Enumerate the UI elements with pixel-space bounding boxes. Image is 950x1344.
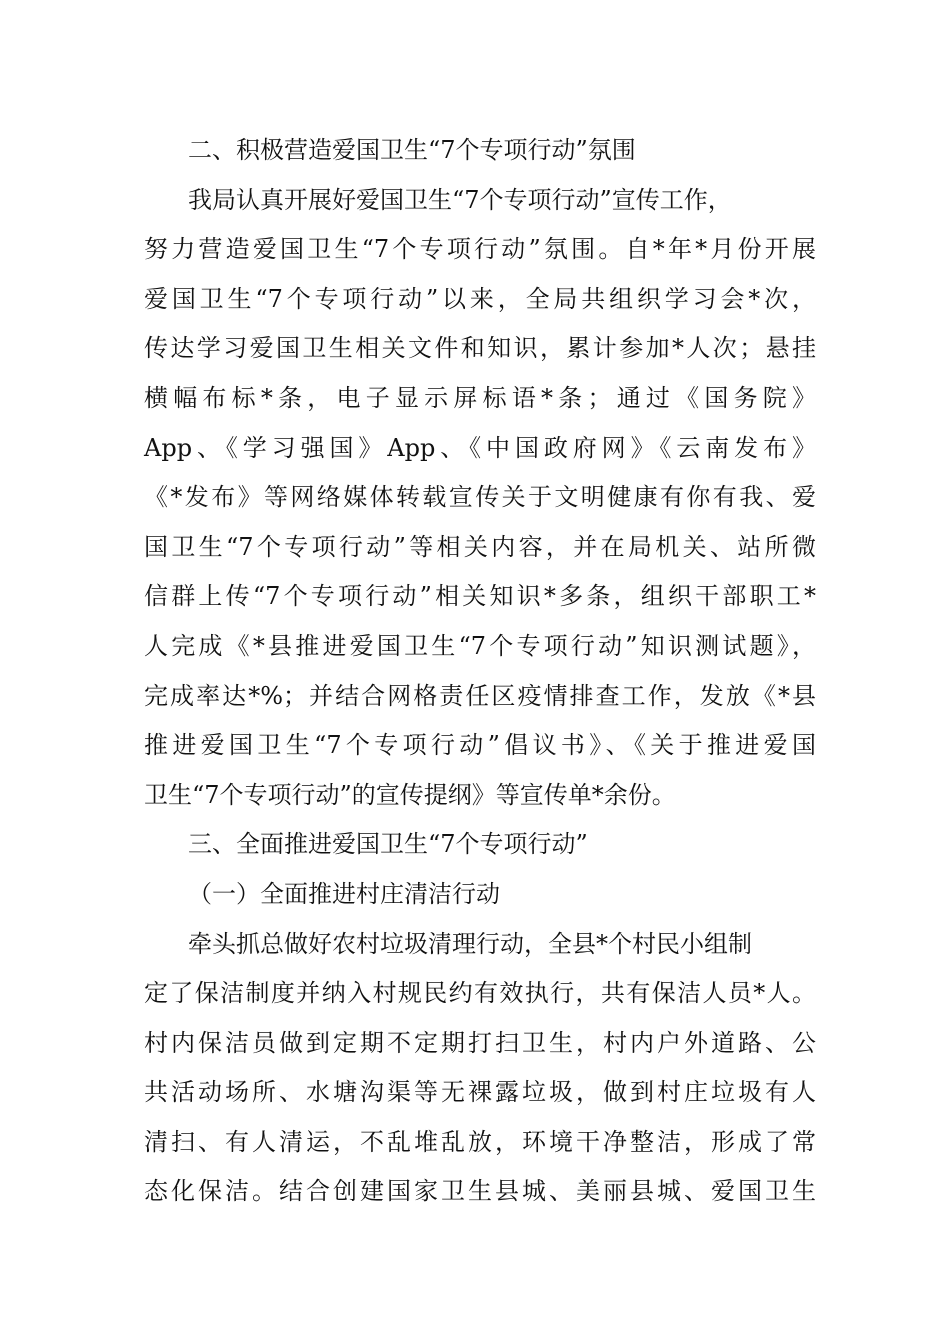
paragraph-line: 横幅布标*条，电子显示屏标语*条；通过《国务院》 [144, 383, 816, 412]
paragraph-line: 清扫、有人清运，不乱堆乱放，环境干净整洁，形成了常 [144, 1127, 816, 1156]
section-heading-2: 二、积极营造爱国卫生“7个专项行动”氛围 [188, 136, 636, 164]
paragraph-line: 爱国卫生“7个专项行动”以来，全局共组织学习会*次， [144, 284, 816, 313]
subsection-heading-1: （一）全面推进村庄清洁行动 [188, 879, 500, 908]
paragraph-line: App、《学习强国》App、《中国政府网》《云南发布》 [144, 433, 816, 462]
paragraph-line: 推进爱国卫生“7个专项行动”倡议书》、《关于推进爱国 [144, 731, 816, 760]
paragraph-line: 《*发布》等网络媒体转载宣传关于文明健康有你有我、爱 [144, 483, 816, 512]
section-heading-3: 三、全面推进爱国卫生“7个专项行动” [188, 830, 588, 859]
paragraph-line: 完成率达*%；并结合网格责任区疫情排查工作，发放《*县 [144, 681, 816, 710]
paragraph-line: 卫生“7个专项行动”的宣传提纲》等宣传单*余份。 [144, 780, 676, 809]
paragraph-line: 传达学习爱国卫生相关文件和知识，累计参加*人次；悬挂 [144, 334, 816, 363]
paragraph-line: 我局认真开展好爱国卫生“7个专项行动”宣传工作， [188, 185, 732, 214]
paragraph-line: 定了保洁制度并纳入村规民约有效执行，共有保洁人员*人。 [144, 979, 816, 1008]
document-body [144, 126, 816, 1217]
paragraph-line: 态化保洁。结合创建国家卫生县城、美丽县城、爱国卫生 [144, 1177, 816, 1206]
paragraph-line: 共活动场所、水塘沟渠等无裸露垃圾，做到村庄垃圾有人 [144, 1078, 816, 1107]
paragraph-line: 国卫生“7个专项行动”等相关内容，并在局机关、站所微 [144, 532, 816, 561]
paragraph-line: 牵头抓总做好农村垃圾清理行动，全县*个村民小组制 [188, 929, 752, 958]
paragraph-line: 信群上传“7个专项行动”相关知识*多条，组织干部职工* [144, 582, 816, 611]
paragraph-line: 人完成《*县推进爱国卫生“7个专项行动”知识测试题》， [144, 631, 816, 660]
paragraph-line: 努力营造爱国卫生“7个专项行动”氛围。自*年*月份开展 [144, 235, 816, 264]
paragraph-line: 村内保洁员做到定期不定期打扫卫生，村内户外道路、公 [144, 1028, 816, 1057]
